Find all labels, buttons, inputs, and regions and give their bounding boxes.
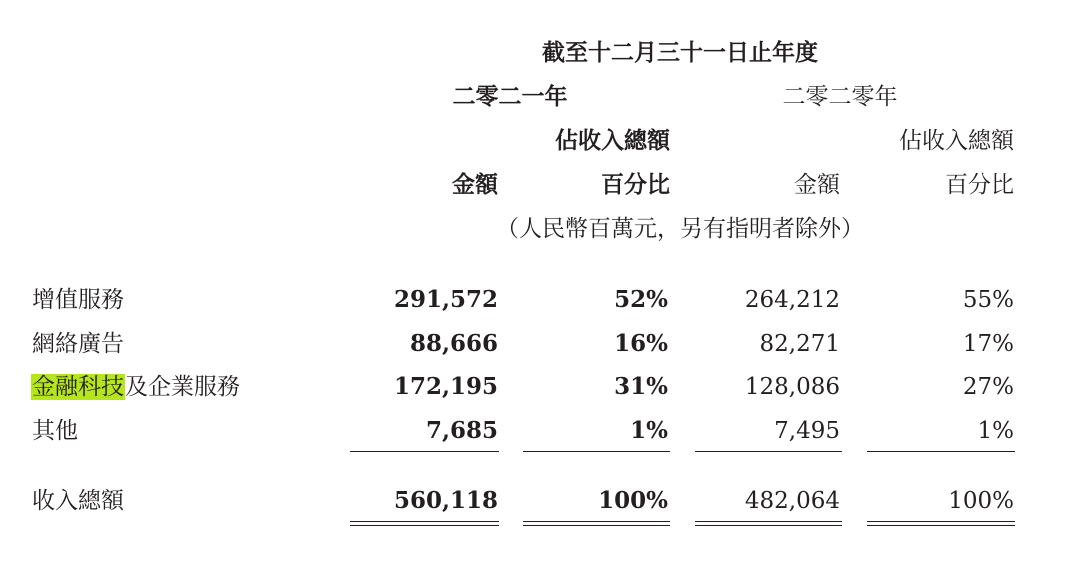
period-title: 截至十二月三十一日止年度 [542,39,818,66]
subtotal-rule [523,451,670,452]
row-amount-2020: 82,271 [759,331,840,357]
highlighted-text: 金融科技 [32,374,124,400]
row-pct-2020: 17% [962,331,1014,357]
subtotal-rule [695,451,842,452]
pct-of-total-2021-header: 佔收入總額 [555,127,670,154]
subtotal-rule [350,451,499,452]
total-pct-2020: 100% [948,488,1014,514]
row-amount-2020: 128,086 [744,374,840,400]
year-2020-header: 二零二零年 [782,84,898,110]
row-amount-2021: 7,685 [425,417,498,444]
total-label: 收入總額 [32,488,124,514]
row-amount-2021: 172,195 [393,373,498,400]
total-double-rule [695,521,842,526]
row-pct-2021: 52% [614,286,668,313]
total-pct-2021: 100% [598,487,668,514]
row-amount-2020: 7,495 [774,418,840,444]
row-pct-2021: 16% [614,330,668,357]
amount-2020-header: 金額 [794,172,840,198]
row-pct-2020: 1% [977,418,1014,444]
total-double-rule [350,521,499,526]
row-amount-2020: 264,212 [744,287,840,313]
unit-note: （人民幣百萬元，另有指明者除外） [496,216,864,242]
row-pct-2020: 27% [962,374,1014,400]
pct-of-total-2020-header: 佔收入總額 [899,128,1014,154]
subtotal-rule [867,451,1015,452]
total-double-rule [523,521,670,526]
percent-2021-header: 百分比 [601,171,670,198]
total-double-rule [867,521,1015,526]
row-label-rest: 及企業服務 [125,374,240,400]
row-label-online-advertising: 網絡廣告 [32,331,124,357]
year-2021-header: 二零二一年 [452,83,568,110]
row-pct-2020: 55% [962,287,1014,313]
row-pct-2021: 31% [614,373,668,400]
row-label-fintech-business-services [31,372,240,402]
row-pct-2021: 1% [630,417,668,444]
amount-2021-header: 金額 [452,171,498,198]
total-amount-2020: 482,064 [744,488,840,514]
total-amount-2021: 560,118 [393,487,498,514]
percent-2020-header: 百分比 [945,172,1014,198]
row-amount-2021: 88,666 [409,330,498,357]
row-amount-2021: 291,572 [393,286,498,313]
row-label-others: 其他 [32,418,78,444]
row-label-value-added-services: 增值服務 [32,287,124,313]
